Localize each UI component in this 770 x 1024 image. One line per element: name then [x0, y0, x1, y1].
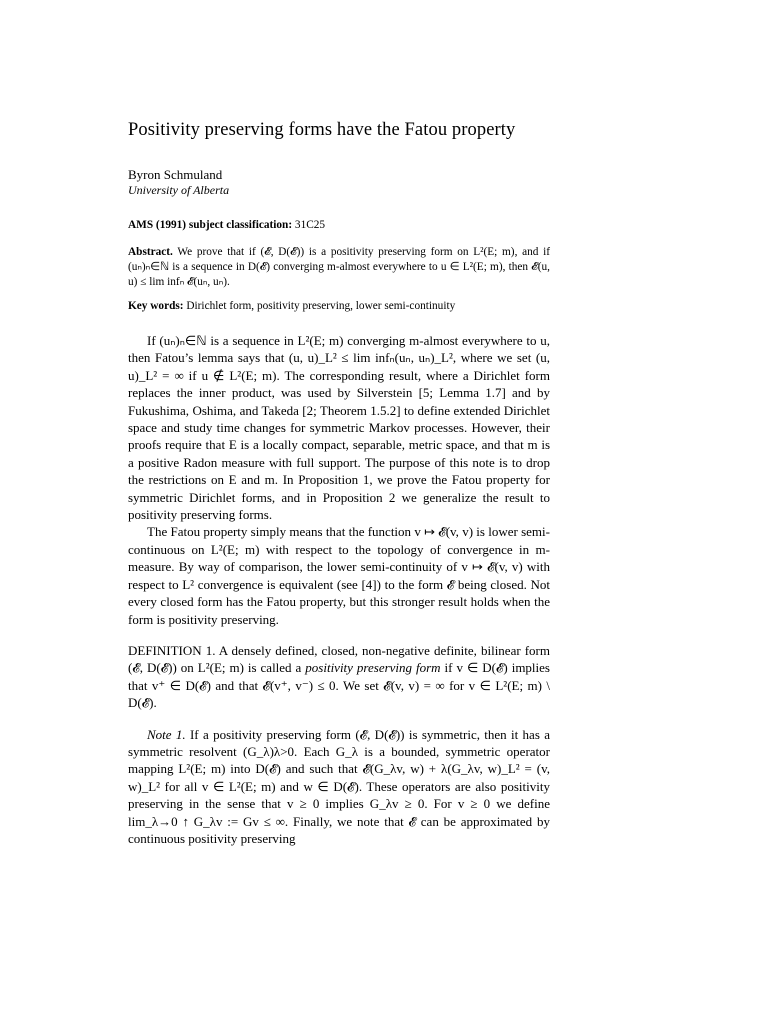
keywords [128, 299, 550, 314]
author-name: Byron Schmuland [128, 167, 223, 182]
ams-label: AMS (1991) subject classification: [128, 219, 293, 231]
paper-title: Positivity preserving forms have the Fatou property [128, 120, 516, 140]
keywords-label: Key words: [128, 300, 184, 312]
definition-text-a: A densely defined, closed, non-negative definite, bilinear form (𝓔, D(𝓔)) on L²(E; m) is called a [128, 642, 550, 676]
abstract-text: We prove that if (𝓔, D(𝓔)) is a positivity preserving form on L²(E; m), and if (uₙ)ₙ∈ℕ is a sequence in D(𝓔) converging m-almost everywhere to u ∈ L²(E; m), then 𝓔(u, u) ≤ lim infₙ 𝓔(uₙ, uₙ). [128, 246, 550, 288]
note-label: Note 1. [147, 726, 186, 742]
ams-classification [128, 218, 550, 233]
author-affiliation: University of Alberta [128, 183, 230, 197]
abstract [128, 245, 550, 290]
text-column [128, 120, 550, 847]
abstract-label: Abstract. [128, 246, 173, 258]
note-1 [128, 726, 550, 848]
body-paragraph-2: The Fatou property simply means that the function v ↦ 𝓔(v, v) is lower semi-continuous on L²(E; m) with respect to the topology of convergence in m-measure. By way of comparison, the lower semi-continuity of v ↦ 𝓔(v, v) with respect to L² convergence is equivalent (see [4]) to the form 𝓔 being closed. Not every closed form has the Fatou property, but this stronger result holds when the form is positivity preserving. [128, 524, 550, 627]
definition-label: DEFINITION 1. [128, 642, 216, 658]
definition-text-b: if v ∈ D(𝓔) implies that v⁺ ∈ D(𝓔) and that 𝓔(v⁺, v⁻) ≤ 0. We set 𝓔(v, v) = ∞ for v ∈ L²(E; m) \ D(𝓔). [128, 660, 550, 711]
ams-value: 31C25 [292, 219, 326, 231]
keywords-text: Dirichlet form, positivity preserving, lower semi-continuity [183, 300, 456, 312]
note-text: If a positivity preserving form (𝓔, D(𝓔)) is symmetric, then it has a symmetric resolvent (G_λ)λ>0. Each G_λ is a bounded, symmetric operator mapping L²(E; m) into D(𝓔) and such that 𝓔(G_λv, w) + λ(G_λv, w)_L² = (v, w)_L² for all v ∈ L²(E; m) and w ∈ D(𝓔). These operators are also positivity preserving in the sense that v ≥ 0 implies G_λv ≥ 0. For v ≥ 0 we define lim_λ→0 ↑ G_λv := Gv ≤ ∞. Finally, we note that 𝓔 can be approximated by continuous positivity preserving [128, 726, 550, 846]
definition-1 [128, 642, 550, 712]
body-paragraph-1: If (uₙ)ₙ∈ℕ is a sequence in L²(E; m) converging m-almost everywhere to u, then Fatou’s lemma says that (u, u)_L² ≤ lim infₙ(uₙ, uₙ)_L², where we set (u, u)_L² = ∞ if u ∉ L²(E; m). The corresponding result, where a Dirichlet form replaces the inner product, was used by Silverstein [5; Lemma 1.7] and by Fukushima, Oshima, and Takeda [2; Theorem 1.5.2] to define extended Dirichlet space and study time changes for symmetric Markov processes. However, their proofs require that E is a locally compact, separable, metric space, and that m is a positive Radon measure with full support. The purpose of this note is to drop the restrictions on E and m. In Proposition 1, we prove the Fatou property for symmetric Dirichlet forms, and in Proposition 2 we generalize the result to positivity preserving forms. [128, 333, 550, 523]
definition-emphasis: positivity preserving form [305, 660, 441, 676]
